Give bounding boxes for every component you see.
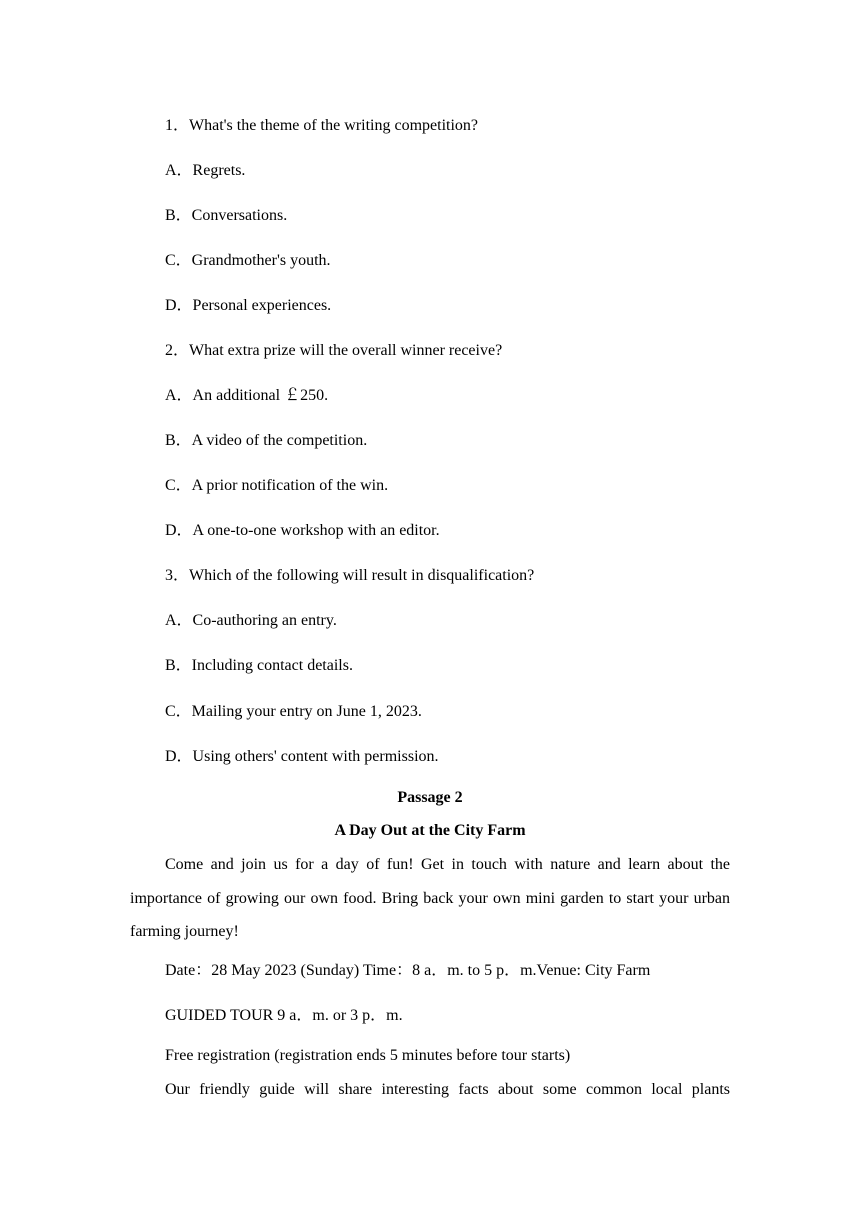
question-2-option-d: D．A one-to-one workshop with an editor.	[165, 522, 440, 539]
question-2-option-b: B．A video of the competition.	[165, 432, 368, 449]
question-2-option-c: C．A prior notification of the win.	[165, 477, 389, 494]
question-1-option-c: C．Grandmother's youth.	[165, 252, 331, 269]
event-details: Date：28 May 2023 (Sunday) Time：8 a．m. to 5 p．m.Venue: City Farm	[165, 962, 651, 979]
question-3-option-b: B．Including contact details.	[165, 657, 353, 674]
question-1-option-d: D．Personal experiences.	[165, 297, 332, 314]
question-1-option-b: B．Conversations.	[165, 207, 288, 224]
passage-intro: Come and join us for a day of fun! Get in touch with nature and learn about the importance of growing our own food. Bring back your own mini garden to start your urban farming journey!	[130, 856, 730, 940]
question-3-option-d: D．Using others' content with permission.	[165, 748, 439, 765]
question-3-option-a: A．Co-authoring an entry.	[165, 612, 337, 629]
question-1-stem: 1．What's the theme of the writing competition?	[165, 117, 479, 134]
tour-heading: GUIDED TOUR 9 a．m. or 3 p．m.	[165, 1007, 403, 1024]
question-3-option-c: C．Mailing your entry on June 1, 2023.	[165, 703, 422, 720]
question-2-stem: 2．What extra prize will the overall winner receive?	[165, 342, 503, 359]
question-1-option-a: A．Regrets.	[165, 162, 246, 179]
passage-title: A Day Out at the City Farm	[334, 822, 526, 839]
registration-note: Free registration (registration ends 5 minutes before tour starts)	[165, 1047, 571, 1064]
passage-label: Passage 2	[397, 789, 463, 806]
question-3-stem: 3．Which of the following will result in disqualification?	[165, 567, 535, 584]
guide-paragraph: Our friendly guide will share interesting facts about some common local plants	[165, 1081, 730, 1098]
question-2-option-a: A．An additional ￡250.	[165, 387, 329, 404]
